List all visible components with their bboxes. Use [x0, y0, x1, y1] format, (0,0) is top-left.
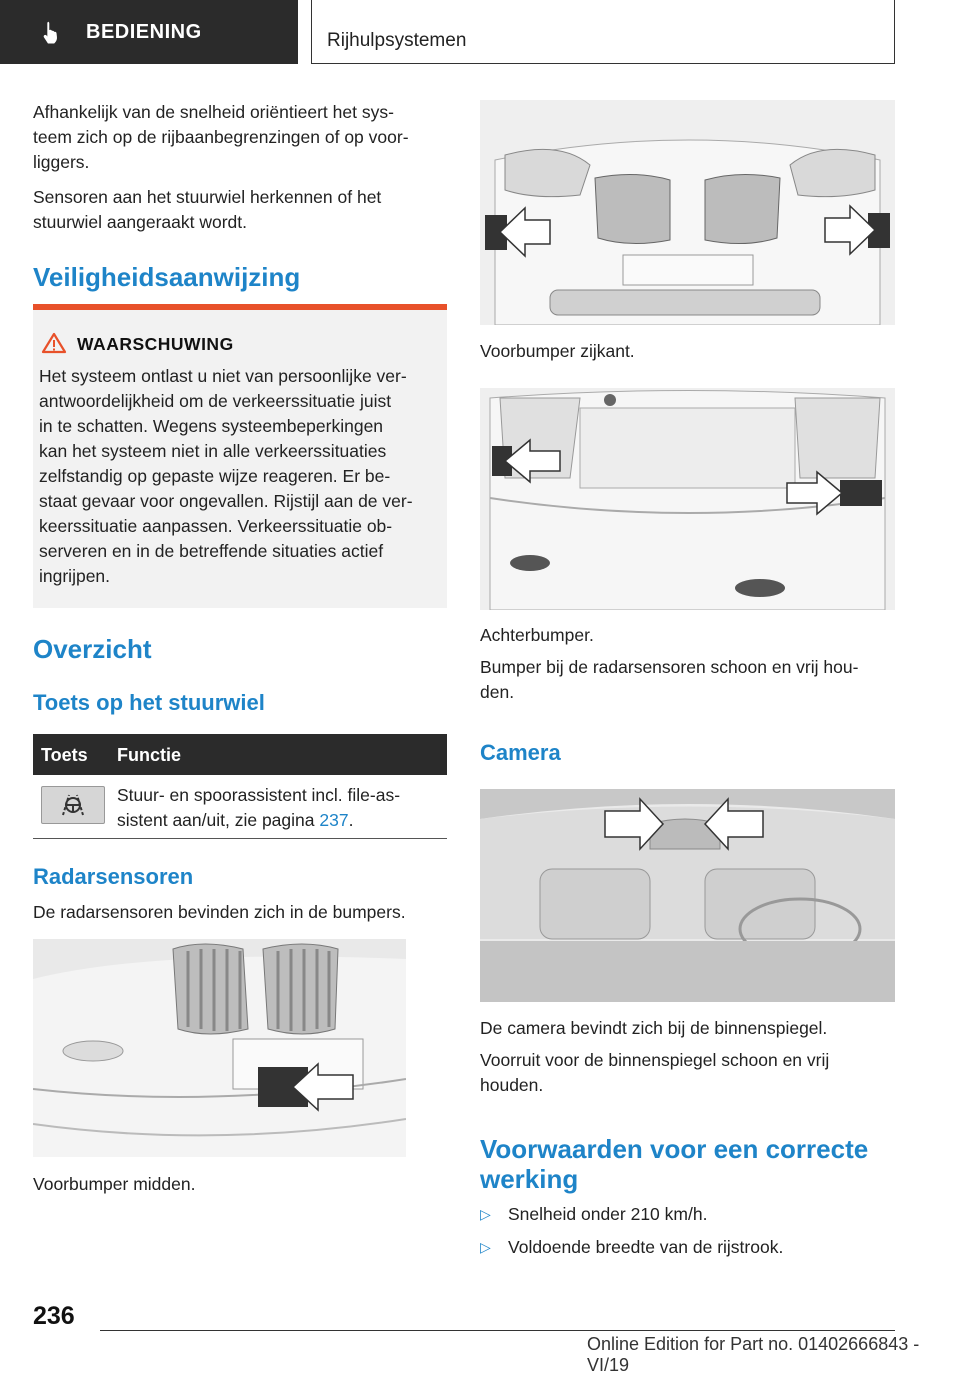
triangle-bullet-icon: ▷ — [480, 1239, 491, 1255]
caption-rear: Achterbumper. — [480, 625, 594, 645]
heading-safety: Veiligheidsaanwijzing — [33, 262, 301, 292]
chapter-title: Rijhulpsystemen — [327, 30, 467, 51]
table-row-function: Stuur- en spoorassistent incl. file-as- sistent aan/uit, zie pagina 237. — [117, 785, 401, 830]
footer-divider — [100, 1330, 895, 1331]
windshield-text: Voorruit voor de binnenspiegel schoon en vrij houden. — [480, 1050, 830, 1095]
warning-box — [33, 304, 447, 608]
table-row — [33, 775, 447, 839]
intro-paragraph-1: Afhankelijk van de snelheid oriëntieert het sys- teem zich op de rijbaanbegrenzingen of op voor- liggers. — [33, 102, 409, 172]
section-tab — [0, 0, 298, 64]
triangle-bullet-icon: ▷ — [480, 1206, 491, 1222]
section-label: BEDIENING — [86, 20, 202, 43]
table-header-key: Toets — [41, 745, 88, 765]
caption-front-side: Voorbumper zijkant. — [480, 341, 635, 361]
front-bumper-middle-image — [33, 939, 406, 1157]
steering-assistant-button-icon — [41, 786, 105, 824]
table-header-function: Functie — [117, 745, 182, 765]
radar-text: De radarsensoren bevinden zich in de bumpers. — [33, 902, 406, 922]
table-header — [33, 734, 447, 775]
intro-block — [33, 100, 447, 235]
heading-conditions: Voorwaarden voor een correcte werking — [480, 1134, 869, 1194]
warning-text: Het systeem ontlast u niet van persoonlijke ver- antwoordelijkheid om de verkeerssituatie juist in te schatten. Wegens systeembeperkingen kan het systeem niet in alle verkeerssituaties zelfstandig op gepaste wijze reageren. Er be- staat gevaar voor ongevallen. Rijstijl aan de ver- keerssituatie aanpassen. Verkeerssituatie ob- serveren en in de betreffende situaties actief ingrijpen. — [39, 366, 413, 586]
page-number: 236 — [33, 1302, 75, 1330]
intro-paragraph-2: Sensoren aan het stuurwiel herkennen of het stuurwiel aangeraakt wordt. — [33, 187, 382, 232]
page-link-237[interactable]: 237 — [319, 810, 349, 830]
heading-camera: Camera — [480, 740, 561, 765]
front-bumper-side-image — [480, 100, 895, 325]
caption-front-middle: Voorbumper midden. — [33, 1174, 196, 1194]
heading-steering-button: Toets op het stuurwiel — [33, 690, 265, 715]
hand-pointer-icon — [38, 19, 64, 45]
camera-image — [480, 789, 895, 1002]
camera-text: De camera bevindt zich bij de binnenspiegel. — [480, 1018, 828, 1038]
warning-title: WAARSCHUWING — [77, 334, 234, 354]
rear-bumper-image — [480, 388, 895, 610]
warning-triangle-icon — [41, 332, 67, 354]
heading-overview: Overzicht — [33, 634, 152, 664]
heading-radar: Radarsensoren — [33, 864, 194, 889]
edition-info: Online Edition for Part no. 01402666843 - VI/19 — [587, 1334, 920, 1375]
chapter-title-box — [311, 0, 895, 64]
bumper-clean-text: Bumper bij de radarsensoren schoon en vrij hou- den. — [480, 657, 859, 702]
